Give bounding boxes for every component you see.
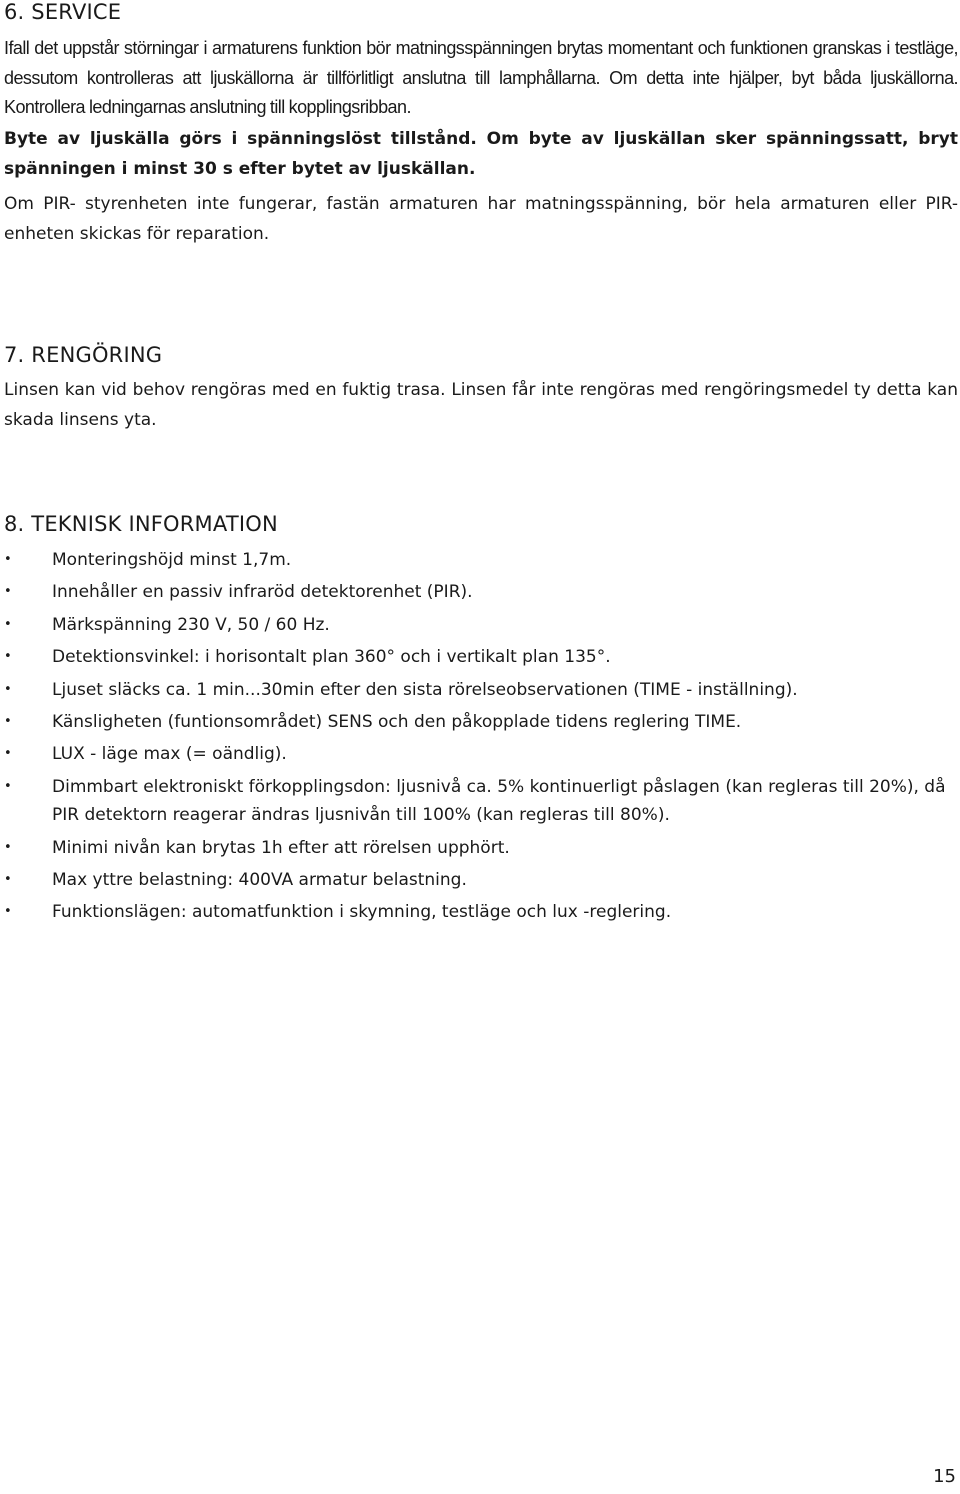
list-item-text: Minimi nivån kan brytas 1h efter att rörelsen upphört. <box>52 837 510 858</box>
list-item-text: LUX - läge max (= oändlig). <box>52 744 287 765</box>
bullet-icon: • <box>4 746 12 762</box>
list-item <box>0 676 960 705</box>
list-item-text: Monteringshöjd minst 1,7m. <box>52 550 292 570</box>
list-item-text: Känsligheten (funtionsområdet) SENS och den påkopplade tidens reglering TIME. <box>52 711 742 732</box>
technical-info-list <box>0 546 960 931</box>
bullet-icon: • <box>4 616 12 632</box>
service-paragraph-pir-repair: Om PIR- styrenheten inte fungerar, fastän armaturen har matningsspänning, bör hela armaturen eller PIR- enheten skickas för reparation. <box>4 194 958 244</box>
list-item <box>0 834 960 863</box>
list-item <box>0 898 960 927</box>
list-item-text: Märkspänning 230 V, 50 / 60 Hz. <box>52 614 330 635</box>
list-item-text: Max yttre belastning: 400VA armatur belastning. <box>52 870 467 891</box>
bullet-icon: • <box>4 778 12 794</box>
list-item <box>0 546 960 575</box>
service-paragraph-lamp-replacement: Byte av ljuskälla görs i spänningslöst tillstånd. Om byte av ljuskällan sker spänningssatt, bryt spänningen i minst 30 s efter bytet av ljuskällan. <box>4 129 958 179</box>
bullet-icon: • <box>4 904 12 920</box>
list-item-text: Dimmbart elektroniskt förkopplingsdon: ljusnivå ca. 5% kontinuerligt påslagen (kan regleras till 20%), då PIR detektorn reagerar ändras ljusnivån till 100% (kan regleras till 80%). <box>52 776 946 826</box>
bullet-icon: • <box>4 872 12 888</box>
bullet-icon: • <box>4 649 12 665</box>
cleaning-paragraph: Linsen kan vid behov rengöras med en fuktig trasa. Linsen får inte rengöras med rengöringsmedel ty detta kan skada linsens yta. <box>4 380 958 430</box>
bullet-icon: • <box>4 681 12 697</box>
list-item <box>0 578 960 607</box>
section-heading-service: 6. SERVICE <box>4 0 122 24</box>
list-item-text: Funktionslägen: automatfunktion i skymning, testläge och lux -reglering. <box>52 902 672 923</box>
list-item-text: Ljuset släcks ca. 1 min...30min efter den sista rörelseobservationen (TIME - inställning). <box>52 679 798 700</box>
page-number: 15 <box>933 1466 956 1487</box>
bullet-icon: • <box>4 552 12 567</box>
service-paragraph-troubleshooting: Ifall det uppstår störningar i armaturens funktion bör matningsspänningen brytas momentant och funktionen granskas i testläge, dessutom kontrolleras att ljuskällorna är tillförlitligt anslutna till lamphållarna. Om detta inte hjälper, byt båda ljuskällorna. Kontrollera ledningarnas anslutning till kopplingsribban. <box>4 38 958 117</box>
list-item-text: Detektionsvinkel: i horisontalt plan 360° och i vertikalt plan 135°. <box>52 647 611 668</box>
list-item <box>0 866 960 895</box>
list-item <box>0 740 960 769</box>
bullet-icon: • <box>4 839 12 855</box>
section-heading-technical: 8. TEKNISK INFORMATION <box>4 512 278 536</box>
section-heading-cleaning: 7. RENGÖRING <box>4 343 163 367</box>
list-item <box>0 643 960 672</box>
list-item-text: Innehåller en passiv infraröd detektorenhet (PIR). <box>52 582 473 603</box>
bullet-icon: • <box>4 713 12 729</box>
list-item <box>0 611 960 640</box>
bullet-icon: • <box>4 584 12 600</box>
list-item <box>0 708 960 737</box>
list-item <box>0 773 960 830</box>
